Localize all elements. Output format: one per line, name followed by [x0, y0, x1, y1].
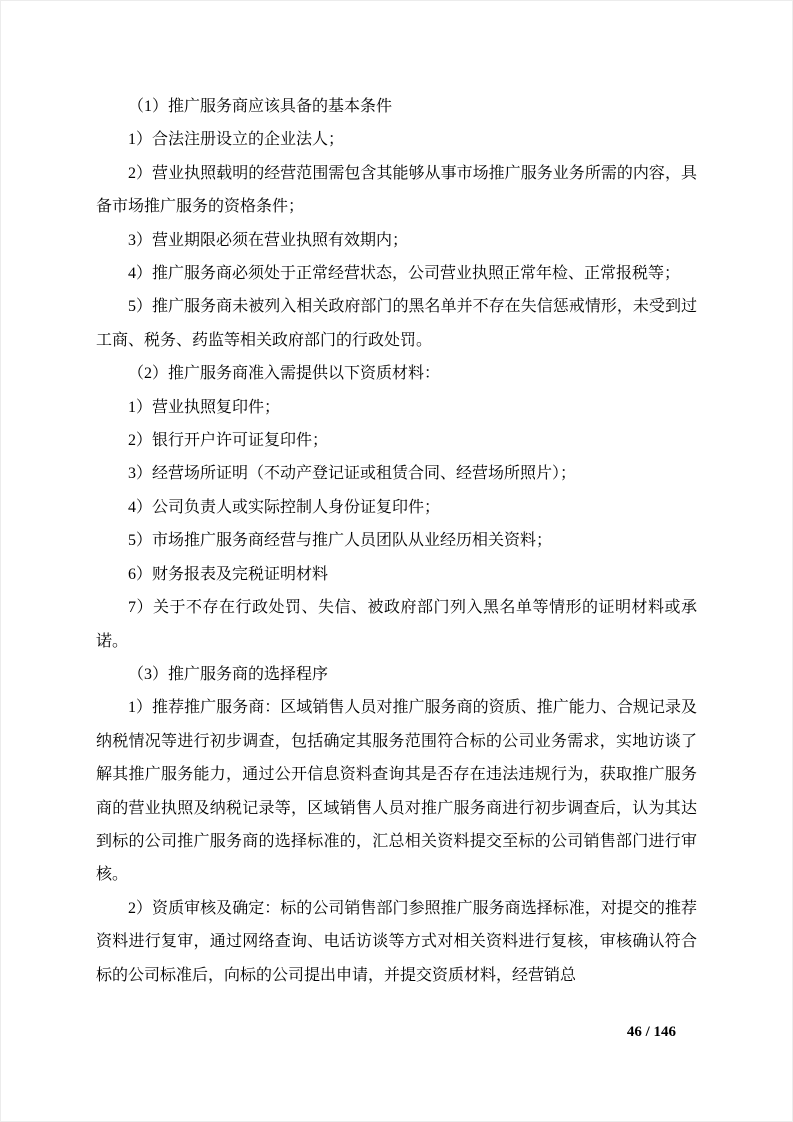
paragraph-procedure-2: 2）资质审核及确定：标的公司销售部门参照推广服务商选择标准，对提交的推荐资料进行复审，通过网络查询、电话访谈等方式对相关资料进行复核，审核确认符合标的公司标准后，向标的公司提出申请，并提交资质材料，经营销总 — [96, 899, 697, 984]
paragraph-material-7: 7）关于不存在行政处罚、失信、被政府部门列入黑名单等情形的证明材料或承诺。 — [96, 599, 697, 650]
paragraph-basic-conditions-heading: （1）推广服务商应该具备的基本条件 — [128, 98, 393, 115]
paragraph-material-4: 4）公司负责人或实际控制人身份证复印件； — [128, 498, 441, 516]
paragraph-condition-1: 1）合法注册设立的企业法人； — [128, 131, 345, 149]
paragraph-material-2: 2）银行开户许可证复印件； — [128, 432, 329, 450]
paragraph-procedure-1: 1）推荐推广服务商：区域销售人员对推广服务商的资质、推广能力、合规记录及纳税情况等进行初步调查，包括确定其服务范围符合标的公司业务需求，实地访谈了解其推广服务能力，通过公开信息资料查询其是否存在违法违规行为，获取推广服务商的营业执照及纳税记录等，区域销售人员对推广服务商进行初步调查后，认为其达到标的公司推广服务商的选择标准的，汇总相关资料提交至标的公司销售部门进行审核。 — [96, 699, 697, 884]
paragraph-condition-2: 2）营业执照载明的经营范围需包含其能够从事市场推广服务业务所需的内容，具备市场推广服务的资格条件； — [96, 164, 697, 216]
paragraph-condition-3: 3）营业期限必须在营业执照有效期内； — [128, 231, 409, 249]
document-body — [96, 90, 697, 992]
paragraph-materials-heading: （2）推广服务商准入需提供以下资质材料： — [128, 365, 441, 383]
paragraph-material-5: 5）市场推广服务商经营与推广人员团队从业经历相关资料； — [128, 532, 553, 550]
paragraph-condition-4: 4）推广服务商必须处于正常经营状态，公司营业执照正常年检、正常报税等； — [128, 265, 681, 283]
paragraph-material-1: 1）营业执照复印件； — [128, 398, 281, 416]
page-number: 46 / 146 — [626, 1024, 676, 1040]
paragraph-condition-5: 5）推广服务商未被列入相关政府部门的黑名单并不存在失信惩戒情形，未受到过工商、税务、药监等相关政府部门的行政处罚。 — [96, 298, 697, 349]
paragraph-material-3: 3）经营场所证明（不动产登记证或租赁合同、经营场所照片）； — [128, 465, 577, 483]
paragraph-selection-procedure-heading: （3）推广服务商的选择程序 — [128, 665, 329, 683]
paragraph-material-6: 6）财务报表及完税证明材料 — [128, 565, 329, 583]
